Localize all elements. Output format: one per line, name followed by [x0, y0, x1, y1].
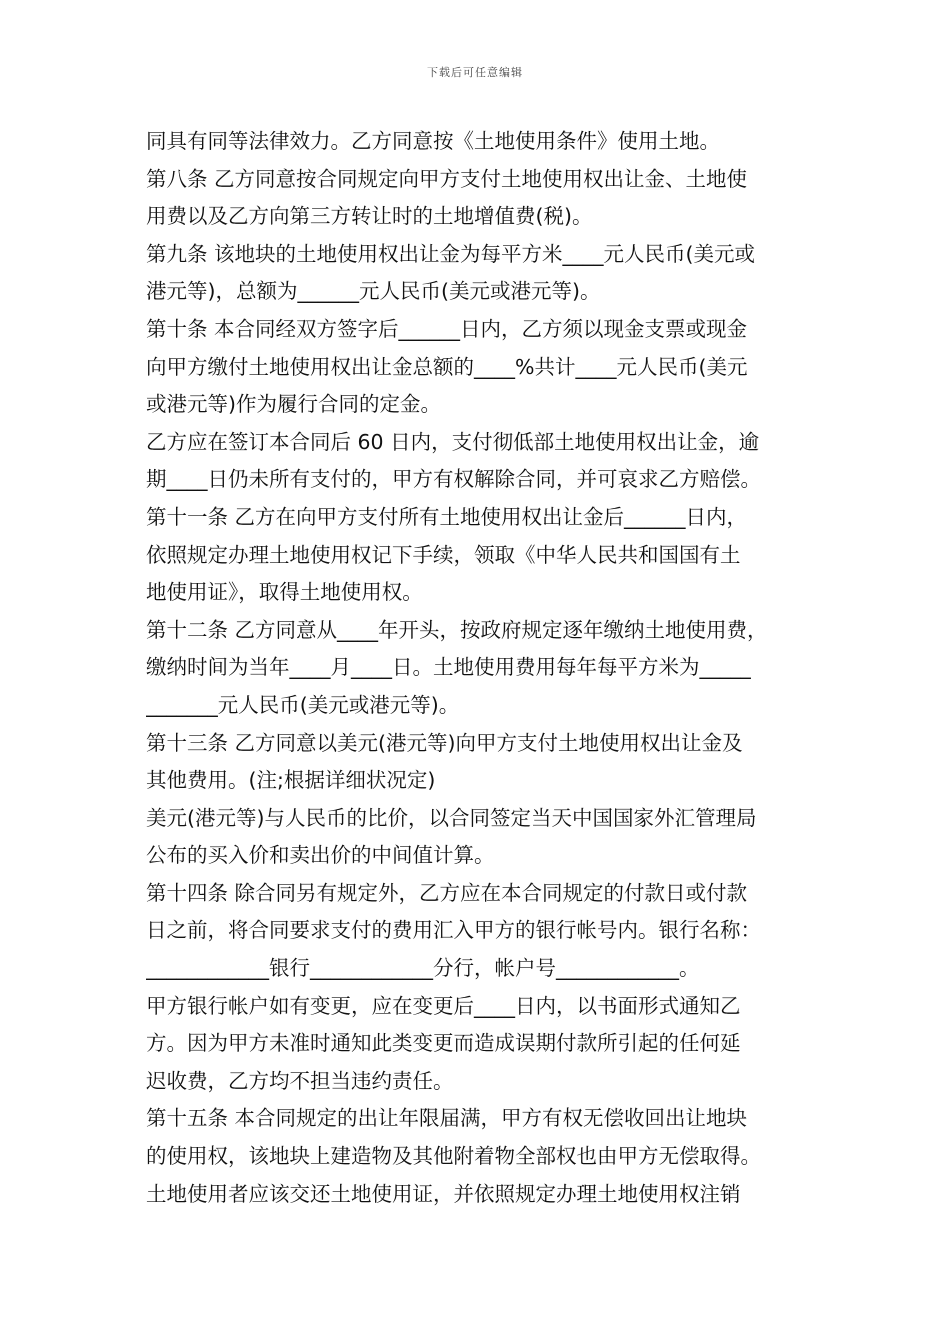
document-body: [146, 123, 816, 1213]
text-line: 第十四条 除合同另有规定外，乙方应在本合同规定的付款日或付款: [146, 880, 748, 905]
text-line: 日之前，将合同要求支付的费用汇入甲方的银行帐号内。银行名称：: [146, 918, 761, 943]
text-line: 乙方应在签订本合同后 60 日内，支付彻低部土地使用权出让金，逾: [146, 429, 760, 454]
page-header: 下载后可任意编辑: [427, 66, 523, 79]
text-line: 或港元等)作为履行合同的定金。: [146, 392, 441, 417]
text-line: 期____日仍未所有支付的，甲方有权解除合同，并可哀求乙方赔偿。: [146, 467, 761, 492]
text-line: 的使用权，该地块上建造物及其他附着物全部权也由甲方无偿取得。: [146, 1144, 761, 1169]
text-line: 迟收费，乙方均不担当违约责任。: [146, 1068, 454, 1093]
text-line: 用费以及乙方向第三方转让时的土地增值费(税)。: [146, 204, 593, 229]
text-line: 第十条 本合同经双方签字后______日内，乙方须以现金支票或现金: [146, 316, 748, 341]
text-line: 港元等)，总额为______元人民币(美元或港元等)。: [146, 279, 601, 304]
text-line: 土地使用者应该交还土地使用证，并依照规定办理土地使用权注销: [146, 1181, 741, 1206]
text-line: 第十一条 乙方在向甲方支付所有土地使用权出让金后______日内，: [146, 504, 748, 529]
text-line: _______元人民币(美元或港元等)。: [146, 692, 460, 717]
text-line: 同具有同等法律效力。乙方同意按《土地使用条件》使用土地。: [146, 129, 720, 153]
text-line: 第十五条 本合同规定的出让年限届满，甲方有权无偿收回出让地块: [146, 1106, 748, 1131]
text-line: 第九条 该地块的土地使用权出让金为每平方米____元人民币(美元或: [146, 241, 756, 266]
text-line: 甲方银行帐户如有变更，应在变更后____日内，以书面形式通知乙: [146, 993, 741, 1018]
text-line: 缴纳时间为当年____月____日。土地使用费用每年每平方米为_____: [146, 655, 751, 680]
text-line: 地使用证》，取得土地使用权。: [146, 580, 423, 605]
text-line: 美元(港元等)与人民币的比价，以合同签定当天中国国家外汇管理局: [146, 805, 757, 830]
text-line: 第十三条 乙方同意以美元(港元等)向甲方支付土地使用权出让金及: [146, 730, 743, 755]
text-line: ____________银行____________分行，帐户号____________。: [146, 956, 700, 981]
text-line: 向甲方缴付土地使用权出让金总额的____%共计____元人民币(美元: [146, 354, 748, 379]
text-line: 第十二条 乙方同意从____年开头，按政府规定逐年缴纳土地使用费，: [146, 617, 768, 642]
text-line: 方。因为甲方未准时通知此类变更而造成误期付款所引起的任何延: [146, 1031, 741, 1056]
text-line: 其他费用。(注;根据详细状况定): [146, 768, 436, 793]
text-line: 第八条 乙方同意按合同规定向甲方支付土地使用权出让金、土地使: [146, 166, 748, 191]
text-line: 依照规定办理土地使用权记下手续，领取《中华人民共和国国有土: [146, 542, 741, 567]
text-line: 公布的买入价和卖出价的中间值计算。: [146, 843, 495, 868]
